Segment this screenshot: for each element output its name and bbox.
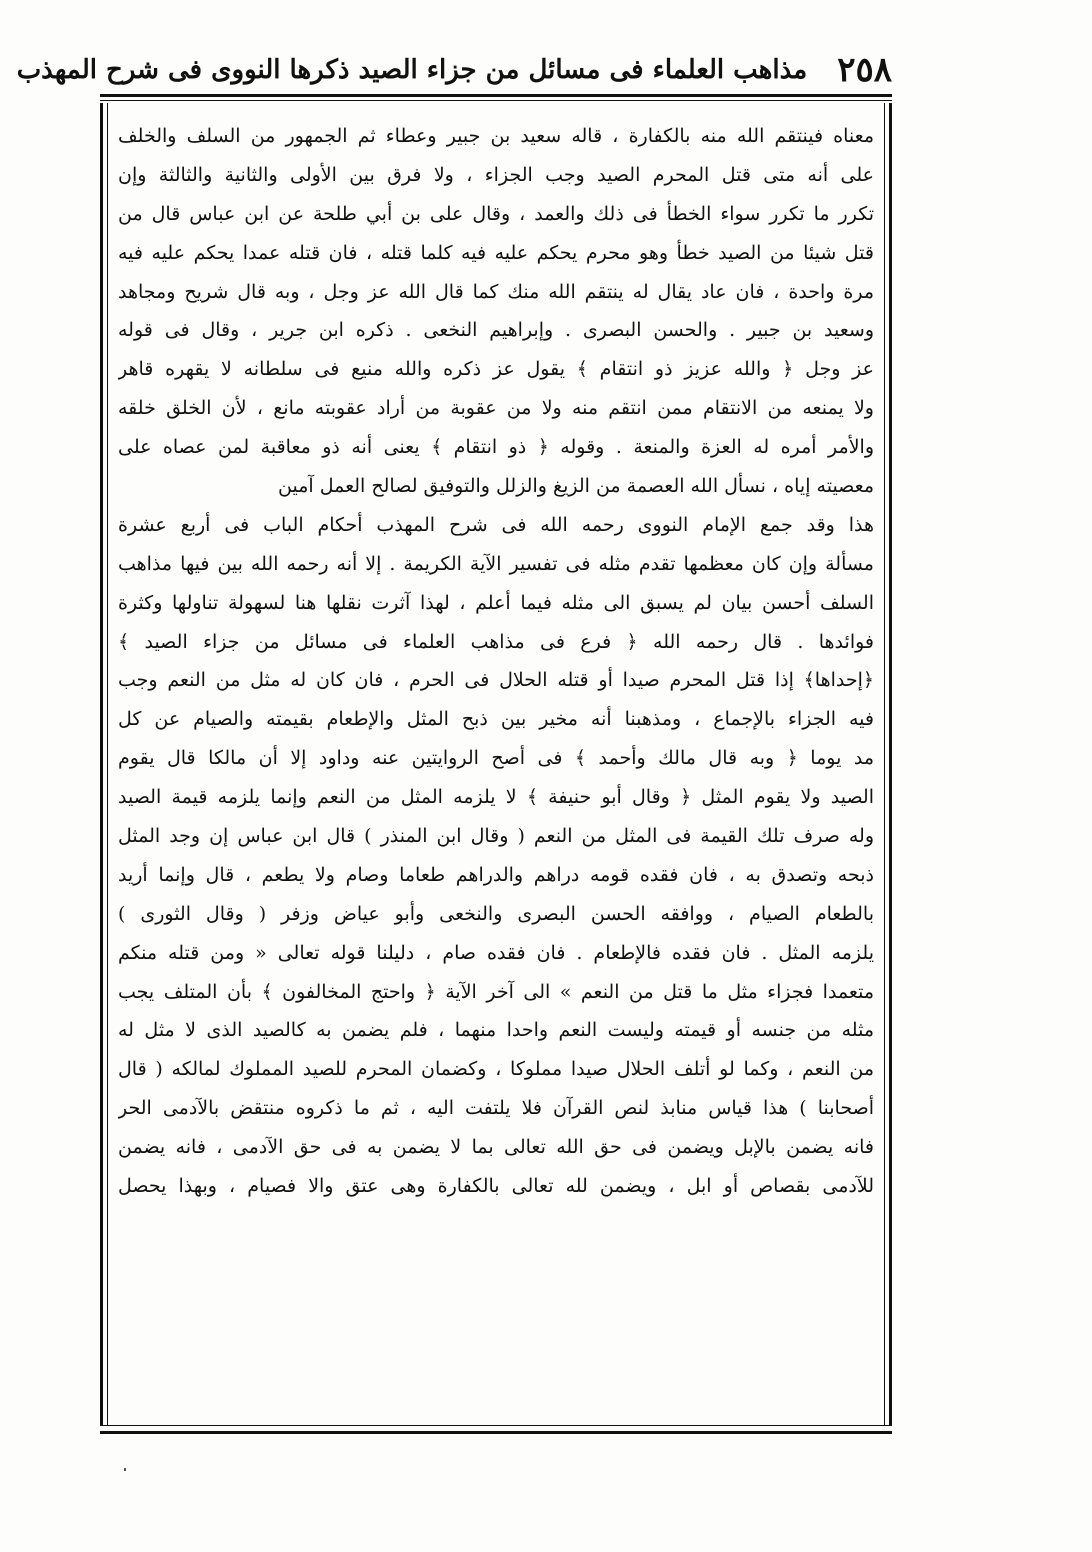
text-line: ﴿إحداها﴾ إذا قتل المحرم صيدا أو قتله الحلال فى الحرم ، فان كان له مثل من النعم وجب [118,669,874,692]
text-line: يلزمه المثل . فان فقده فالإطعام . فان فقده صام ، دليلنا قوله تعالى « ومن قتله منكم [118,941,874,964]
text-line: متعمدا فجزاء مثل ما قتل من النعم » الى آخر الآية ﴿ واحتج المخالفون ﴾ بأن المتلف يجب [118,980,874,1003]
header-rule-thin [100,100,892,101]
text-line: معصيته إياه ، نسأل الله العصمة من الزيغ والزلل والتوفيق لصالح العمل آمين [278,475,874,498]
text-line: وسعيد بن جبير . والحسن البصرى . وإبراهيم النخعى . ذكره ابن جرير ، وقال فى قوله [118,319,874,342]
text-line: معناه فينتقم الله منه بالكفارة ، قاله سعيد بن جبير وعطاء ثم الجمهور من السلف والخلف [118,125,874,147]
text-line: مثله من جنسه أو قيمته وليست النعم واحدا منهما ، فلم يضمن به كالصيد الذى لا مثل له [118,1019,874,1042]
body-text [118,117,874,1206]
running-title: مذاهب العلماء فى مسائل من جزاء الصيد ذكرها النووى فى شرح المهذب [16,55,808,85]
text-line: مد يوما ﴿ وبه قال مالك وأحمد ﴾ فى أصح الروايتين عنه وداود إلا أن مالكا قال يقوم [118,747,874,770]
page-number: ٢٥٨ [837,50,892,90]
scan-speck [124,1468,126,1471]
footer-rule-thick [100,1431,892,1434]
page-header [16,48,892,92]
text-line: فيه الجزاء بالإجماع ، ومذهبنا أنه مخير بين ذبح المثل والإطعام بقيمته والصيام عن كل [118,708,874,731]
text-line: قتل شيئا من الصيد خطأ وهو محرم يحكم عليه فيه كلما قتله ، فان قتله عمدا يحكم عليه فيه [118,241,874,264]
text-line: ذبحه وتصدق به ، فان فقده قومه دراهم والدراهم طعاما وصام ولا يطعم ، قال وإنما أريد [118,863,874,886]
text-line: للآدمى بقصاص أو ابل ، ويضمن لله تعالى بالكفارة وهى عتق والا فصيام ، وبهذا يحصل [118,1175,874,1198]
text-line: مسألة وإن كان معظمها تقدم مثله فى تفسير الآية الكريمة . إلا أنه رحمه الله بين فيها مذاهب [118,552,874,575]
text-line: ولا يمنعه من الانتقام ممن انتقم منه ولا من عقوبة من أراد عقوبته مانع ، لأن الخلق خلقه [118,397,874,420]
text-line: الصيد ولا يقوم المثل ﴿ وقال أبو حنيفة ﴾ لا يلزمه المثل من النعم وإنما يلزمه قيمة الصيد [118,786,874,809]
text-line: على أنه متى قتل المحرم الصيد وجب الجزاء ، ولا فرق بين الأولى والثانية والثالثة وإن [118,163,874,186]
text-line: السلف أحسن بيان لم يسبق الى مثله فيما أعلم ، لهذا آثرت نقلها هنا لسهولة تناولها وكثرة [118,591,874,614]
text-line: عز وجل ﴿ والله عزيز ذو انتقام ﴾ يقول عز ذكره والله منيع فى سلطانه لا يقهره قاهر [118,358,874,381]
text-line: بالطعام الصيام ، ووافقه الحسن البصرى والنخعى وأبو عياض وزفر ( وقال الثورى ) [118,902,874,925]
text-line: والأمر أمره له العزة والمنعة . وقوله ﴿ ذو انتقام ﴾ يعنى أنه ذو معاقبة لمن عصاه على [118,436,874,459]
header-rule-thick [100,94,892,97]
text-line: وله صرف تلك القيمة فى المثل من النعم ( وقال ابن المنذر ) قال ابن عباس إن وجد المثل [118,825,874,848]
text-line: من النعم ، وكما لو أتلف الحلال صيدا مملوكا ، وكضمان المحرم للصيد المملوك لمالكه ( قال [118,1058,874,1081]
section-heading-line: فوائدها . قال رحمه الله ﴿ فرع فى مذاهب العلماء فى مسائل من جزاء الصيد ﴾ [118,630,874,653]
text-line: مرة واحدة ، فان عاد يقال له ينتقم الله منك كما قال الله عز وجل ، وبه قال شريح ومجاهد [118,280,874,303]
footer-rule-thin [100,1425,892,1426]
text-line: أصحابنا ) هذا قياس منابذ لنص القرآن فلا يلتفت اليه ، ثم ما ذكروه منتقض بالآدمى الحر [118,1097,874,1120]
text-line: هذا وقد جمع الإمام النووى رحمه الله فى شرح المهذب أحكام الباب فى أربع عشرة [118,513,874,536]
text-line: تكرر ما تكرر سواء الخطأ فى ذلك والعمد ، وقال على بن أبي طلحة عن ابن عباس قال من [118,202,874,225]
text-line: فانه يضمن بالإبل ويضمن فى حق الله تعالى بما لا يضمن به فى حق الآدمى ، فانه يضمن [118,1136,874,1159]
